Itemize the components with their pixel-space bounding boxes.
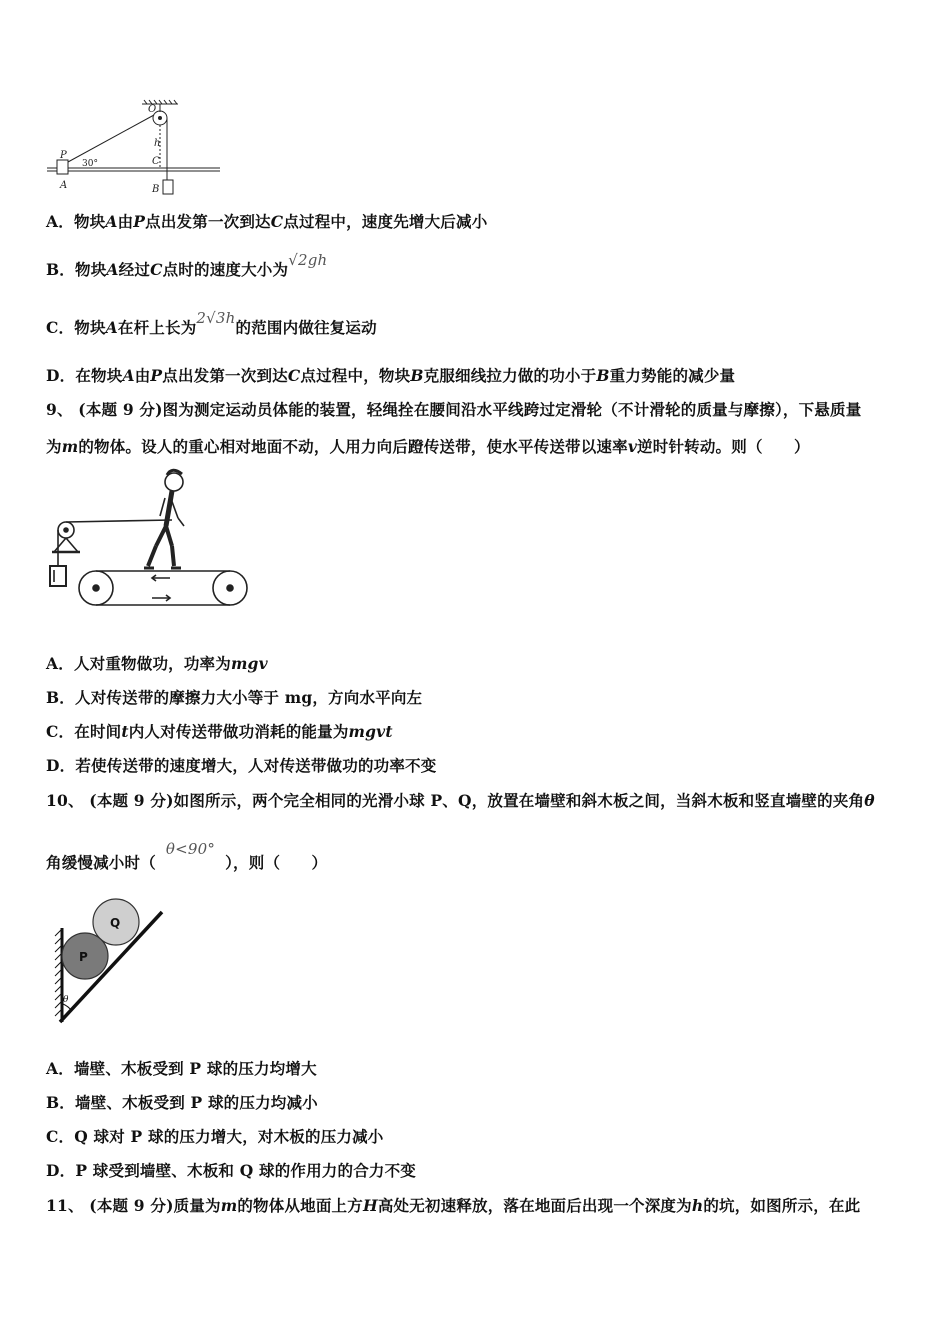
label-B: B: [152, 184, 160, 195]
theta-label: θ: [63, 995, 69, 1005]
label-h: h: [154, 138, 161, 149]
q8-figure: [44, 98, 229, 200]
label-O: O: [148, 104, 157, 115]
q10-option-b: B．墙壁、木板受到 P 球的压力均减小: [46, 1093, 318, 1112]
q9-option-b: B．人对传送带的摩擦力大小等于 mg，方向水平向左: [46, 688, 423, 707]
q8-option-a: A．物块A由P点出发第一次到达C点过程中，速度先增大后减小: [46, 212, 488, 231]
math-2sqrt3h: 2√3h: [196, 309, 236, 327]
q10-option-c: C．Q 球对 P 球的压力增大，对木板的压力减小: [46, 1127, 384, 1146]
q10-stem-line1: 10、 (本题 9 分)如图所示，两个完全相同的光滑小球 P、Q，放置在墙壁和斜木板之间，当斜木板和竖直墙壁的夹角θ: [46, 791, 875, 810]
math-sqrt-2gh: √2gh: [288, 251, 328, 269]
q9-option-a: A．人对重物做功，功率为mgv: [46, 654, 268, 673]
q9-stem-line2: 为m的物体。设人的重心相对地面不动，人用力向后蹬传送带，使水平传送带以速率v逆时针转动。则（ ）: [46, 437, 810, 456]
q10-stem-line2: 角缓慢减小时（θ<90°），则（ ）: [46, 840, 328, 872]
q11-stem-line1: 11、 (本题 9 分)质量为m的物体从地面上方H高处无初速释放，落在地面后出现一个深度为h的坑，如图所示，在此: [46, 1196, 861, 1215]
q8-option-d: D．在物块A由P点出发第一次到达C点过程中，物块B克服细线拉力做的功小于B重力势能的减少量: [46, 366, 736, 385]
ball-q-label: Q: [110, 916, 121, 930]
q10-option-a: A．墙壁、木板受到 P 球的压力均增大: [46, 1059, 317, 1078]
angle-label: 30°: [82, 159, 98, 169]
q9-option-c: C．在时间t内人对传送带做功消耗的能量为mgvt: [46, 722, 393, 741]
q8-option-b: B．物块A经过C点时的速度大小为√2gh: [46, 251, 328, 279]
math-theta-lt-90: θ<90°: [165, 840, 216, 858]
label-A: A: [60, 180, 68, 191]
q10-option-d: D．P 球受到墙壁、木板和 Q 球的作用力的合力不变: [46, 1161, 416, 1180]
label-C: C: [152, 156, 160, 167]
q9-option-d: D．若使传送带的速度增大，人对传送带做功的功率不变: [46, 756, 437, 775]
ball-p-label: P: [79, 950, 88, 964]
q10-figure: [52, 892, 170, 1026]
label-P: P: [60, 150, 67, 161]
q9-stem-line1: 9、 (本题 9 分)图为测定运动员体能的装置，轻绳拴在腰间沿水平线跨过定滑轮（不计滑轮的质量与摩擦），下悬质量: [46, 400, 862, 419]
q8-option-c: C．物块A在杆上长为2√3h的范围内做往复运动: [46, 309, 377, 337]
q9-figure: [44, 466, 254, 616]
